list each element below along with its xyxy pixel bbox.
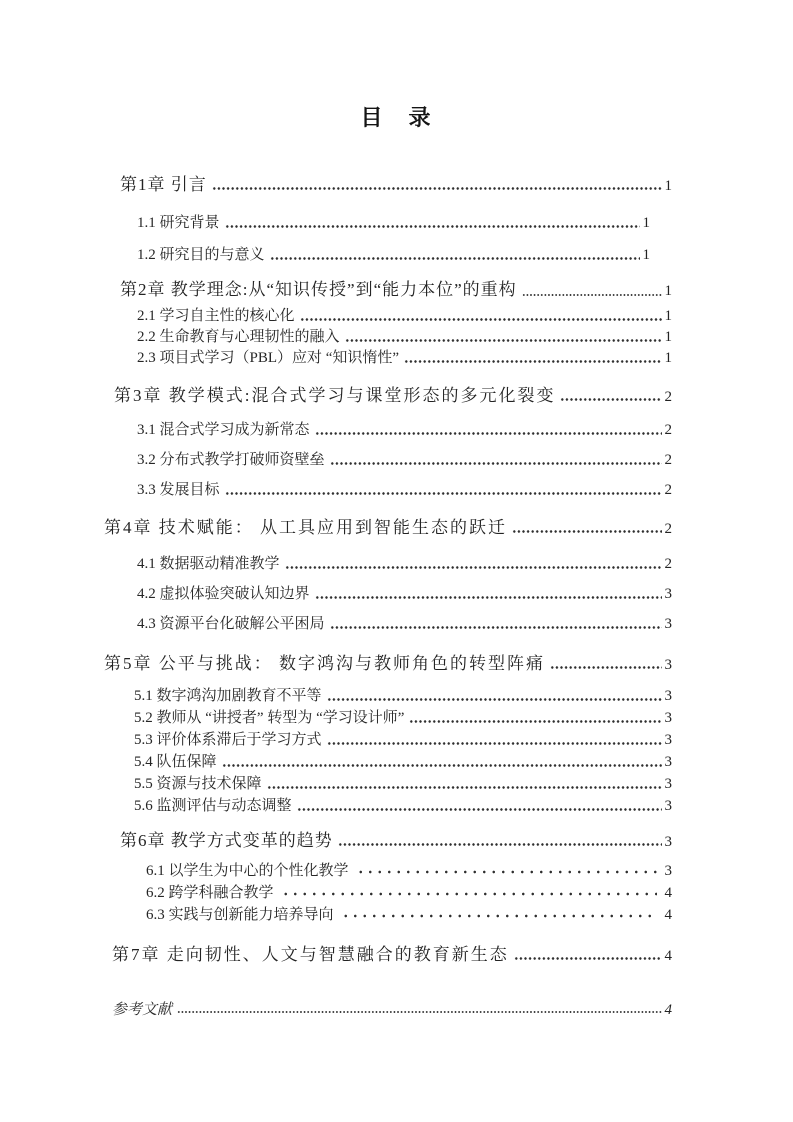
toc-page-number: 3	[664, 834, 672, 850]
toc-page-number: 2	[664, 556, 672, 572]
toc-page-number: 3	[664, 688, 672, 704]
toc-page-number: 1	[642, 215, 650, 231]
toc-page-number: 1	[664, 350, 672, 366]
toc-entry[interactable]	[104, 213, 672, 234]
toc-entry-label: 4.1 数据驱动精准教学	[137, 556, 280, 572]
dot-leader	[225, 480, 662, 501]
toc-entry[interactable]	[104, 708, 672, 729]
dot-leader	[285, 554, 662, 575]
toc-entry-label: 2.2 生命教育与心理韧性的融入	[137, 329, 340, 345]
toc-entry-label: 第3章 教学模式:混合式学习与课堂形态的多元化裂变	[114, 386, 556, 405]
toc-page-number: 2	[664, 389, 672, 405]
toc-entry-label: 5.3 评价体系滞后于学习方式	[134, 732, 322, 748]
toc-page-number: 1	[664, 283, 672, 299]
toc-entry[interactable]	[104, 420, 672, 441]
dot-leader	[409, 708, 661, 729]
toc-entry[interactable]	[104, 883, 672, 904]
toc-entry-label: 5.1 数字鸿沟加剧教育不平等	[134, 688, 322, 704]
toc-entry-label: 第7章 走向韧性、人文与智慧融合的教育新生态	[112, 945, 509, 964]
dot-leader	[512, 515, 662, 542]
toc-page-number: 3	[664, 754, 672, 770]
dot-leader	[315, 420, 662, 441]
dot-leader	[330, 614, 662, 635]
toc-entry-label: 6.1 以学生为中心的个性化教学	[146, 863, 349, 879]
dot-leader	[404, 348, 661, 369]
toc-entry[interactable]	[104, 730, 672, 751]
toc-entry[interactable]	[104, 686, 672, 707]
toc-entry-label: 第6章 教学方式变革的趋势	[120, 831, 333, 850]
toc-page-number: 2	[664, 422, 672, 438]
dot-leader	[330, 450, 662, 471]
dot-leader	[354, 861, 657, 882]
toc-entry-label: 3.2 分布式教学打破师资壁垒	[137, 452, 325, 468]
toc-page-number: 3	[664, 657, 672, 673]
toc-entry-label: 5.2 教师从 “讲授者” 转型为 “学习设计师”	[134, 710, 405, 726]
dot-leader	[270, 245, 640, 266]
toc-page-number: 2	[664, 452, 672, 468]
toc-entry[interactable]	[104, 752, 672, 773]
toc-entry[interactable]	[104, 774, 672, 795]
toc-page-number: 2	[664, 482, 672, 498]
toc-page-number: 1	[664, 178, 672, 194]
dot-leader	[222, 752, 662, 773]
toc-entry-label: 2.3 项目式学习（PBL）应对 “知识惰性”	[137, 350, 400, 366]
toc-page-number: 3	[664, 776, 672, 792]
toc-entry[interactable]	[104, 383, 672, 410]
toc-page-number: 3	[664, 798, 672, 814]
toc-entry[interactable]	[104, 651, 672, 678]
toc-entry-label: 6.3 实践与创新能力培养导向	[146, 907, 334, 923]
dot-leader	[339, 905, 657, 926]
toc-page-number: 4	[664, 1002, 672, 1018]
toc-page-number: 1	[664, 329, 672, 345]
toc-entry-label: 第5章 公平与挑战： 数字鸿沟与教师角色的转型阵痛	[104, 654, 545, 673]
toc-entry[interactable]	[104, 277, 672, 304]
toc-entry[interactable]	[104, 450, 672, 471]
toc-entry[interactable]	[104, 828, 672, 855]
toc-page-number: 3	[664, 710, 672, 726]
toc-entry-label: 4.3 资源平台化破解公平困局	[137, 616, 325, 632]
dot-leader	[327, 730, 662, 751]
dot-leader	[338, 828, 662, 855]
toc-entry[interactable]	[104, 796, 672, 817]
toc-entry-label: 6.2 跨学科融合教学	[146, 885, 274, 901]
toc-page-number: 2	[664, 521, 672, 537]
toc-entry[interactable]	[104, 327, 672, 348]
dot-leader	[550, 651, 662, 678]
toc-entry-label: 第2章 教学理念:从“知识传授”到“能力本位”的重构	[120, 280, 517, 299]
toc-page-number: 4	[664, 948, 672, 964]
toc-page-number: 4	[664, 885, 672, 901]
toc-entry-label: 5.6 监测评估与动态调整	[134, 798, 292, 814]
toc-entry[interactable]	[104, 861, 672, 882]
dot-leader	[177, 1000, 661, 1021]
toc-page-number: 3	[664, 616, 672, 632]
dot-leader	[225, 213, 640, 234]
toc-page-number: 3	[664, 732, 672, 748]
dot-leader	[300, 306, 662, 327]
dot-leader	[327, 686, 662, 707]
toc-entry[interactable]	[104, 515, 672, 542]
toc-entry-label: 5.4 队伍保障	[134, 754, 217, 770]
toc-entry[interactable]	[104, 480, 672, 501]
toc-entry-label: 参考文献	[112, 1002, 173, 1018]
dot-leader	[514, 942, 662, 969]
toc-page-number: 3	[664, 863, 672, 879]
dot-leader	[345, 327, 662, 348]
toc-page-number: 1	[664, 308, 672, 324]
dot-leader	[279, 883, 657, 904]
toc-entry-label: 2.1 学习自主性的核心化	[137, 308, 295, 324]
toc-entry-label: 1.1 研究背景	[137, 215, 220, 231]
toc-entry[interactable]	[104, 614, 672, 635]
toc-entry[interactable]	[104, 584, 672, 605]
toc-entry-label: 第4章 技术赋能： 从工具应用到智能生态的跃迁	[104, 518, 507, 537]
dot-leader	[297, 796, 662, 817]
toc-entry-label: 1.2 研究目的与意义	[137, 247, 265, 263]
toc-page-number: 1	[642, 247, 650, 263]
dot-leader	[315, 584, 662, 605]
toc-entry[interactable]	[104, 245, 672, 266]
toc-entry-label: 4.2 虚拟体验突破认知边界	[137, 586, 310, 602]
toc-entry-references[interactable]	[104, 1000, 672, 1021]
toc-entry[interactable]	[104, 942, 672, 969]
dot-leader	[212, 172, 662, 199]
dot-leader	[560, 383, 661, 410]
dot-leader	[522, 277, 662, 304]
dot-leader	[267, 774, 662, 795]
toc-entry[interactable]	[104, 348, 672, 369]
page-title: 目 录	[360, 105, 433, 130]
toc-entry[interactable]	[104, 172, 672, 199]
toc-page-number: 3	[664, 586, 672, 602]
toc-entry-label: 第1章 引言	[120, 175, 207, 194]
toc-entry[interactable]	[104, 905, 672, 926]
toc-entry-label: 3.3 发展目标	[137, 482, 220, 498]
toc-page-number: 4	[664, 907, 672, 923]
toc-entry-label: 5.5 资源与技术保障	[134, 776, 262, 792]
toc-entry[interactable]	[104, 306, 672, 327]
toc-entry[interactable]	[104, 554, 672, 575]
toc-entry-label: 3.1 混合式学习成为新常态	[137, 422, 310, 438]
